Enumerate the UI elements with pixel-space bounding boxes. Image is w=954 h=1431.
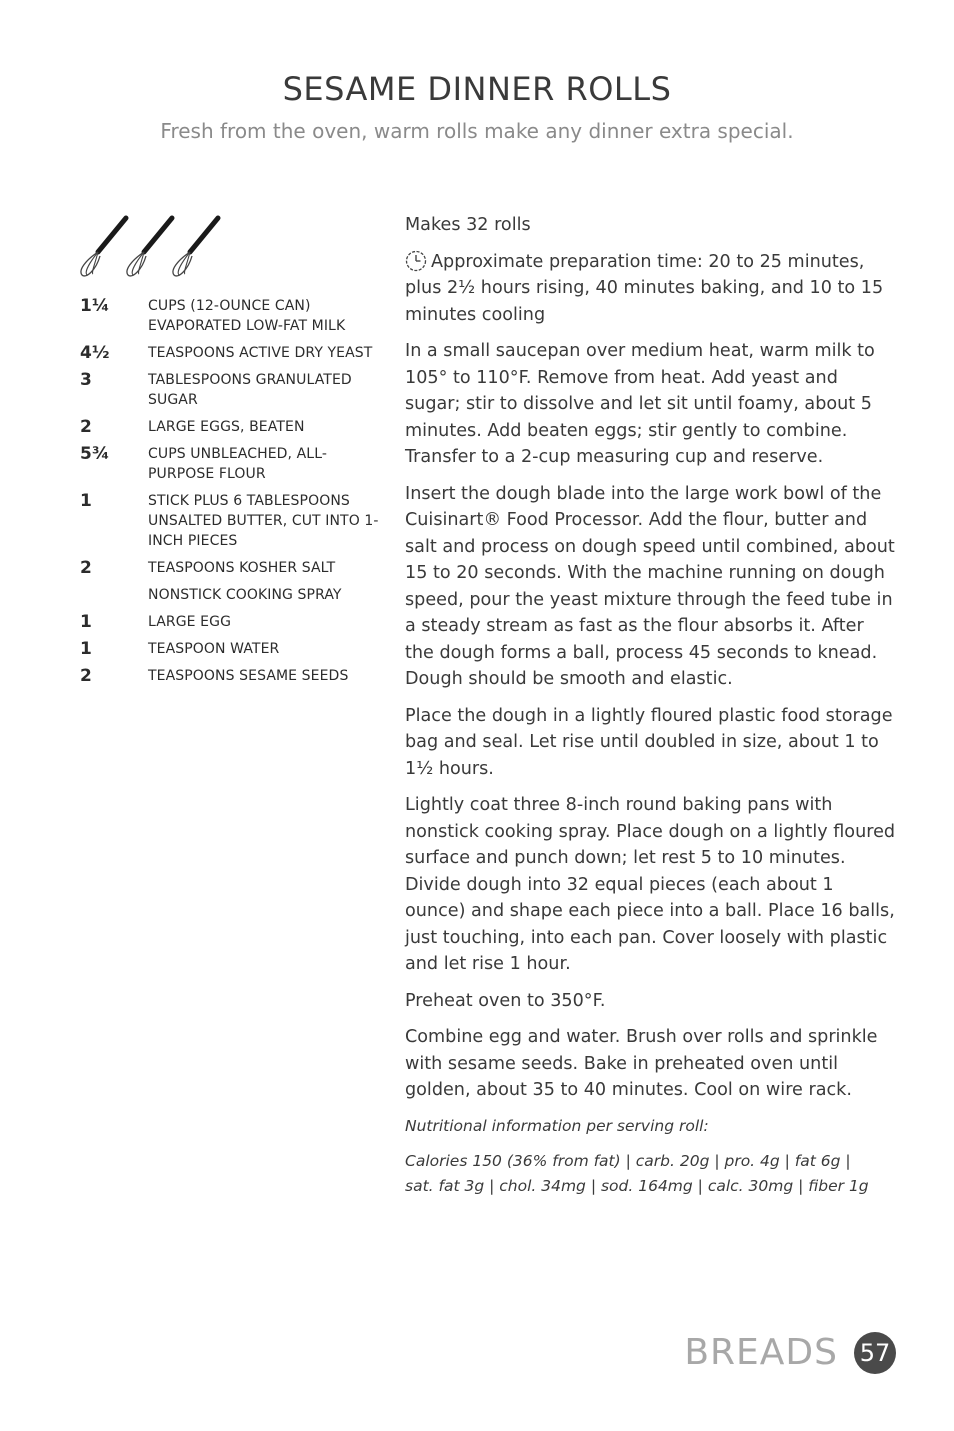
- ingredient-name: NONSTICK COOKING SPRAY: [148, 587, 342, 603]
- ingredient-quantity: 1: [80, 491, 92, 511]
- nutrition-line: Calories 150 (36% from fat) | carb. 20g | pro. 4g | fat 6g |: [405, 1151, 851, 1170]
- instruction-step: Lightly coat three 8-inch round baking pans with nonstick cooking spray. Place dough on a lightly floured surface and punch down; let rest 5 to 10 minutes. Divide dough into 32 equal pieces (each about 1 ounce) and shape each piece into a ball. Place 16 balls, just touching, into each pan. Cover loosely with plastic and let rise 1 hour.: [405, 795, 896, 974]
- ingredient-name: LARGE EGG: [148, 614, 232, 630]
- ingredient-name: TABLESPOONS GRANULATED SUGAR: [148, 372, 352, 408]
- ingredient-name: TEASPOONS ACTIVE DRY YEAST: [148, 345, 373, 361]
- ingredient-item: [80, 639, 380, 659]
- ingredient-quantity: 1: [80, 639, 92, 659]
- ingredient-item: [80, 343, 380, 363]
- ingredient-name: LARGE EGGS, BEATEN: [148, 419, 305, 435]
- ingredient-item: [80, 491, 380, 551]
- prep-time-paragraph: [405, 249, 897, 329]
- instruction-step: Insert the dough blade into the large work bowl of the Cuisinart® Food Processor. Add the flour, butter and salt and process on dough speed until combined, about 15 to 20 seconds. With the machine running on dough speed, pour the yeast mixture through the feed tube in a steady stream as fast as the flour absorbs it. After the dough forms a ball, process 45 seconds to knead. Dough should be smooth and elastic.: [405, 483, 895, 689]
- ingredient-name: CUPS (12-OUNCE CAN) EVAPORATED LOW-FAT MILK: [148, 298, 346, 334]
- instruction-step: In a small saucepan over medium heat, warm milk to 105° to 110°F. Remove from heat. Add yeast and sugar; stir to dissolve and let sit until foamy, about 5 minutes. Add beaten eggs; stir gently to combine. Transfer to a 2-cup measuring cup and reserve.: [405, 341, 875, 467]
- nutrition-line: sat. fat 3g | chol. 34mg | sod. 164mg | calc. 30mg | fiber 1g: [405, 1176, 869, 1195]
- ingredient-name: STICK PLUS 6 TABLESPOONS UNSALTED BUTTER, CUT INTO 1-INCH PIECES: [148, 493, 379, 549]
- ingredient-item: [80, 666, 380, 686]
- ingredient-quantity: 2: [80, 558, 92, 578]
- ingredient-quantity: 1¼: [80, 296, 110, 316]
- ingredient-quantity: 1: [80, 612, 92, 632]
- section-name: BREADS: [684, 1332, 838, 1373]
- ingredient-quantity: 5¾: [80, 444, 110, 464]
- instruction-step: Preheat oven to 350°F.: [405, 990, 606, 1011]
- page-number-badge: 57: [854, 1332, 896, 1374]
- ingredient-item: [80, 370, 380, 410]
- ingredient-item: [80, 612, 380, 632]
- ingredient-quantity: [80, 585, 148, 605]
- difficulty-rating: [76, 212, 226, 280]
- whisk-icon: [127, 218, 172, 276]
- nutrition-facts: [405, 1149, 897, 1199]
- ingredient-name: CUPS UNBLEACHED, ALL-PURPOSE FLOUR: [148, 446, 328, 482]
- prep-time: Approximate preparation time: 20 to 25 minutes, plus 2½ hours rising, 40 minutes baking, and 10 to 15 minutes cooling: [405, 251, 884, 325]
- recipe-subtitle: Fresh from the oven, warm rolls make any dinner extra special.: [160, 119, 794, 143]
- recipe-yield: Makes 32 rolls: [405, 215, 531, 235]
- ingredient-name: TEASPOON WATER: [148, 641, 280, 657]
- recipe-instructions: [405, 212, 897, 1199]
- ingredient-name: TEASPOONS KOSHER SALT: [148, 560, 336, 576]
- clock-icon: [405, 250, 427, 272]
- ingredient-item: [80, 417, 380, 437]
- whisk-icon: [173, 218, 218, 276]
- ingredient-name: TEASPOONS SESAME SEEDS: [148, 668, 349, 684]
- recipe-title: SESAME DINNER ROLLS: [282, 70, 672, 108]
- ingredient-quantity: 3: [80, 370, 92, 390]
- instruction-step: Place the dough in a lightly floured plastic food storage bag and seal. Let rise until doubled in size, about 1 to 1½ hours.: [405, 705, 893, 779]
- whisk-icon: [81, 218, 126, 276]
- ingredient-quantity: 4½: [80, 343, 110, 363]
- ingredient-quantity: 2: [80, 417, 92, 437]
- ingredient-item: [80, 558, 380, 578]
- ingredient-item: [80, 585, 380, 605]
- instruction-step: Combine egg and water. Brush over rolls and sprinkle with sesame seeds. Bake in preheated oven until golden, about 35 to 40 minutes. Cool on wire rack.: [405, 1027, 878, 1100]
- ingredient-item: [80, 296, 380, 336]
- ingredient-item: [80, 444, 380, 484]
- page-footer: [684, 1330, 900, 1380]
- ingredient-quantity: 2: [80, 666, 92, 686]
- ingredient-list: [80, 296, 380, 693]
- nutrition-heading: Nutritional information per serving roll:: [405, 1116, 709, 1135]
